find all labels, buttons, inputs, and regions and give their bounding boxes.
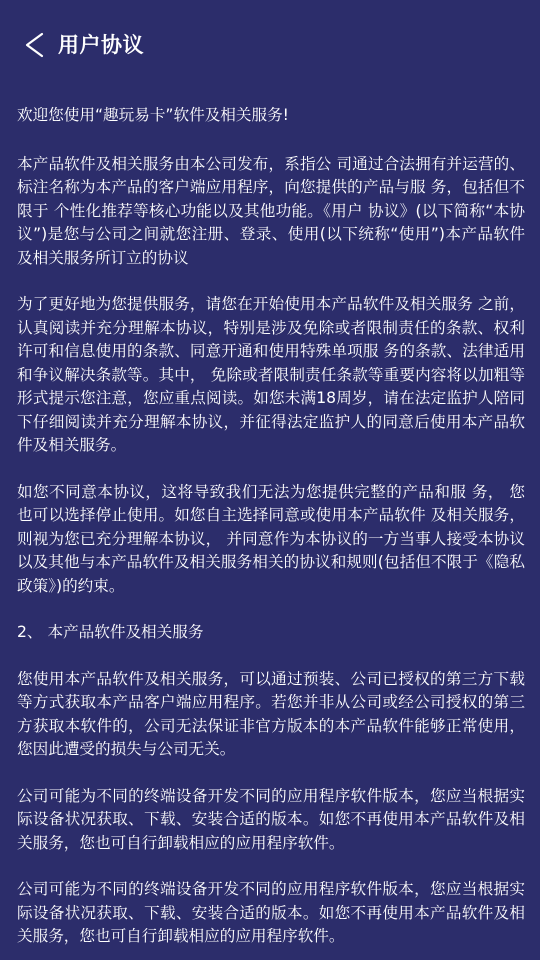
section-heading-2: 2、 本产品软件及相关服务 (17, 623, 204, 641)
page-title: 用户协议 (58, 33, 144, 57)
back-chevron-icon (22, 31, 46, 59)
agreement-paragraph-welcome: 欢迎您使用“趣玩易卡”软件及相关服务! (17, 106, 289, 124)
app-header (0, 0, 540, 90)
agreement-paragraph-acquire: 您使用本产品软件及相关服务，可以通过预装、公司已授权的第三方下载等方式获取本产品客户端应用程序。若您并非从公司或经公司授权的第三方获取本软件的，公司无法保证非官方版本的本产品软件能够正常使用，您因此遭受的损失与公司无关。 (17, 669, 525, 758)
agreement-paragraph-versions: 公司可能为不同的终端设备开发不同的应用程序软件版本，您应当根据实际设备状况获取、下载、安装合适的版本。如您不再使用本产品软件及相关服务，您也可自行卸载相应的应用程序软件。 (17, 786, 525, 852)
agreement-paragraph-intro: 本产品软件及相关服务由本公司发布，系指公 司通过合法拥有并运营的、标注名称为本产品的客户端应用程序，向您提供的产品与服 务，包括但不限于 个性化推荐等核心功能以及其他功能。《用户 协议》(以下简称“本协议”)是您与公司之间就您注册、登录、使用(以下统称“使用”)本产品软件及相关服务所订立的协议 (17, 154, 525, 267)
agreement-content[interactable] (17, 104, 525, 960)
agreement-paragraph-versions-repeat: 公司可能为不同的终端设备开发不同的应用程序软件版本，您应当根据实际设备状况获取、下载、安装合适的版本。如您不再使用本产品软件及相关服务，您也可自行卸载相应的应用程序软件。 (17, 880, 525, 945)
back-button[interactable] (14, 25, 54, 65)
agreement-paragraph-notice: 为了更好地为您提供服务，请您在开始使用本产品软件及相关服务 之前， 认真阅读并充分理解本协议，特别是涉及免除或者限制责任的条款、权利许可和信息使用的条款、同意开通和使用特殊单项服 务的条款、法律适用和争议解决条款等。其中， 免除或者限制责任条款等重要内容将以加粗等形式提示您注意，您应重点阅读。如您未满18周岁，请在法定监护人陪同下仔细阅读并充分理解本协议，并征得法定监护人的同意后使用本产品软件及相关服务。 (17, 295, 525, 454)
agreement-paragraph-consent: 如您不同意本协议，这将导致我们无法为您提供完整的产品和服 务， 您也可以选择停止使用。如您自主选择同意或使用本产品软件 及相关服务，则视为您已充分理解本协议， 并同意作为本协议的一方当事人接受本协议以及其他与本产品软件及相关服务相关的协议和规则(包括但不限于《隐私政策》)的约束。 (17, 482, 525, 595)
